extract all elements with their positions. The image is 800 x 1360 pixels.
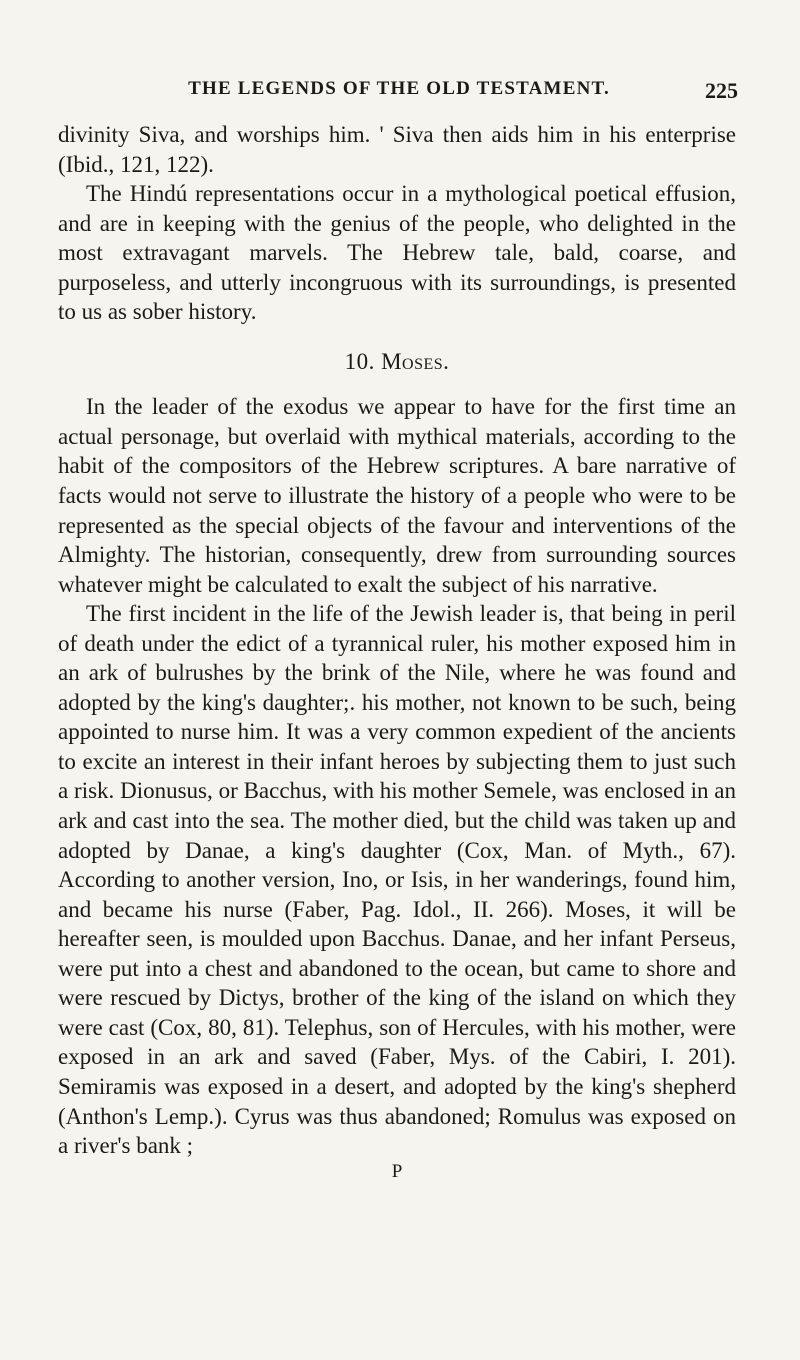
paragraph: In the leader of the exodus we appear to have for the first time an actual personage, but overlaid with mythical materials, according to the habit of the compositors of the Hebrew scriptures. A bare narrative of facts would not serve to illustrate the history of a people who were to be represented as the special objects of the favour and interventions of the Almighty. The historian, consequently, drew from surrounding sources whatever might be calculated to exalt the subject of his narrative. bbox=[58, 394, 736, 597]
paragraph: The Hindú representations occur in a mythological poetical effusion, and are in keeping with the genius of the people, who delighted in the most extravagant marvels. The Hebrew tale, bald, coarse, and purposeless, and utterly incongruous with its surroundings, is presented to us as sober history. bbox=[58, 181, 736, 325]
page-number: 225 bbox=[705, 78, 738, 103]
paragraph: divinity Siva, and worships him. ' Siva then aids him in his enterprise (Ibid., 121, 122). bbox=[58, 122, 736, 177]
body-text bbox=[58, 120, 736, 1183]
paragraph: The first incident in the life of the Jewish leader is, that being in peril of death under the edict of a tyrannical ruler, his mother exposed him in an ark of bulrushes by the brink of the Nile, where he was found and adopted by the king's daughter;. his mother, not known to be such, being appointed to nurse him. It was a very common expedient of the ancients to excite an interest in their infant heroes by subjecting them to just such a risk. Dionusus, or Bacchus, with his mother Semele, was enclosed in an ark and cast into the sea. The mother died, but the child was taken up and adopted by Danae, a king's daughter (Cox, Man. of Myth., 67). According to another version, Ino, or Isis, in her wanderings, found him, and became his nurse (Faber, Pag. Idol., II. 266). Moses, it will be hereafter seen, is moulded upon Bacchus. Danae, and her infant Perseus, were put into a chest and abandoned to the ocean, but came to shore and were rescued by Dictys, brother of the king of the island on which they were cast (Cox, 80, 81). Telephus, son of Hercules, with his mother, were exposed in an ark and saved (Faber, Mys. of the Cabiri, I. 201). Semiramis was exposed in a desert, and adopted by the king's shepherd (Anthon's Lemp.). Cyrus was thus abandoned; Romulus was exposed on a river's bank ; bbox=[58, 601, 736, 1159]
running-title: THE LEGENDS OF THE OLD TESTAMENT. bbox=[188, 78, 610, 99]
page-header bbox=[60, 78, 738, 108]
section-heading: 10. Moses. bbox=[344, 348, 450, 374]
signature-mark: P bbox=[391, 1160, 403, 1182]
